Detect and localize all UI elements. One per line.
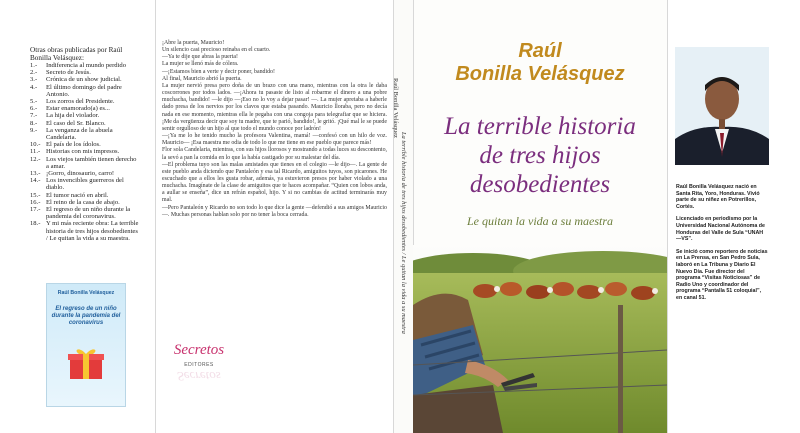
list-item: 10.- El país de los ídolos. — [30, 141, 101, 149]
list-item: 12.- Los viejos también tienen derecho a amar. — [30, 155, 137, 170]
previous-book-cover — [46, 283, 126, 407]
list-item: 18.- Y mi más reciente obra: La terrible historia de tres hijos desobedientes / Le quitan la vida a su maestra. — [30, 220, 139, 242]
list-item: 14.- Los invencibles guerreros del diablo. — [30, 177, 124, 192]
previous-book-author: Raúl Bonilla Velásquez — [57, 290, 115, 296]
previous-book-title: El regreso de un niño durante la pandemia del coronavirus — [51, 306, 121, 326]
list-item: 17.- El regreso de un niño durante la pandemia del coronavirus. — [30, 206, 131, 221]
fold-line — [393, 0, 394, 433]
author-photo — [675, 47, 769, 165]
works-list-title: Otras obras publicadas por Raúl Bonilla Velásquez: — [30, 46, 123, 63]
list-item: 15.- El tumor nació en abril. — [30, 191, 109, 199]
author-bio: Raúl Bonilla Velásquez nació en Santa Rita, Yoro, Honduras. Vivió parte de su niñez en Potrerillos, Cortés. Licenciado en periodismo por la Universidad Nacional Autónoma de Honduras del Valle de Sula “UNAH—VS”. Se inició como reportero de noticias en La Prensa, en San Pedro Sula, laboró en La Tribuna y Diario El Nuevo Día. Fue director del programa “Visitas Noticiosas” de Radio Uno y coordinador del programa “Pantalla 51 coloquial”, en canal 51. — [676, 184, 768, 301]
list-item: 1.- Indiferencia al mundo perdido — [30, 62, 127, 69]
front-author-last: Bonilla Velásquez — [455, 63, 625, 85]
list-item: 7.- La hija del violador. — [30, 112, 100, 120]
spine-author: Raúl Bonilla Velásquez — [392, 78, 399, 138]
list-item: 16.- El reino de la casa de abajo. — [30, 198, 120, 206]
book-title: La terrible historia de tres hijos desobedientes — [444, 113, 636, 198]
publisher-logo: Secretos EDITORES Secretos — [173, 342, 225, 384]
back-cover-excerpt: ¡Abre la puerta, Mauricio! Un silencio casi precioso reinaba en el cuarto. —Ya te dije que abras la puerta! La mujer se llenó más de cólera. —¡Estamos bien a verte y decir poner, bandido! Al final, Mauricio abrió la puerta. La mujer nervió presa pero doña de un brazo con una mano, mientras con la otra le daba coscorrones por todos lados. —¡Ahora tu pasaste de listo al robarme el dinero a una pobre muchacha, bandido! —le dijo —¡Eso no lo voy a dejar pasar! —. La mujer apretaba a haberle dado presa de los nervios por los clavos que estaba pasando. Mauricio lloraba, pero no decía nada en ese momento, mientras ella le pegaba con una congoja para telegrafiar que se hiciera. ¡Me da vergüenza decir que soy tu madre, que te parió, bandido!, le gritó. ¡Qué mal le se puede sentir orgulloso de un hijo al que todo el mundo conoce por ladrón! —¡Ya me lo he tenido mucho la profesora Valentina, mamá! —confesó con un hilo de voz. Mauricio— ¡Esa maestra me odia de todo lo que me tiene en ese pueblo que parece más! Flor sola Candelaria, mientras, con sus hijos llorosos y mostrando a todas luces su descontento, la sevó a pan la comida en lo que la había castigado por su malestar del día. —El problema tuyo son las malas amistades que tienes en el colegio —le dijo—. La gente de este pueblo anda diciendo que Pantaleón y esa tal Ricardo, amiguitos tuyos, son picarones. He escuchado que a ellos les gusta robar, además, ya estuvieron presos por haber violado a una muchacha. Imagínate de la clase de amiguitos que te haces acompañar. “Quien con lobos anda, a aullar se enseña”, dice un refrán español, hijo. Y si no cambias de actitud terminarás muy mal. —Pero Pantaleón y Ricardo no son todo lo que dice la gente —defendió a sus amigos Mauricio—. Muchas personas hablan solo por no tener la boca cerrada. — [162, 40, 387, 218]
list-item: 2.- Secreto de Jesús. — [30, 69, 91, 77]
spine-title: La terrible historia de tres hijos desobedientes / Le quitan la vida a su maestra — [400, 132, 407, 334]
list-item: 5.- Los zorros del Presidente. — [30, 98, 115, 106]
list-item: 6.- Estar enamorado(a) es... — [30, 105, 110, 113]
front-author-first: Raúl — [518, 40, 562, 62]
ranch-scene-illustration — [413, 245, 667, 433]
list-item: 3.- Crónica de un show judicial. — [30, 76, 122, 84]
list-item: 11.- Historias con mis impresos. — [30, 148, 120, 156]
list-item: 8.- El caso del Sr. Blanco. — [30, 119, 106, 127]
list-item: 9.- La venganza de la abuela Candelaria. — [30, 126, 113, 142]
fold-line — [667, 0, 668, 433]
book-subtitle: Le quitan la vida a su maestra — [467, 214, 613, 228]
fold-line — [155, 0, 156, 433]
list-item: 4.- El último domingo del padre Antonio. — [30, 83, 122, 98]
list-item: 13.- ¡Gorro, dinosaurio, carro! — [30, 170, 115, 178]
works-list — [30, 62, 150, 242]
gift-box-icon — [67, 346, 105, 380]
